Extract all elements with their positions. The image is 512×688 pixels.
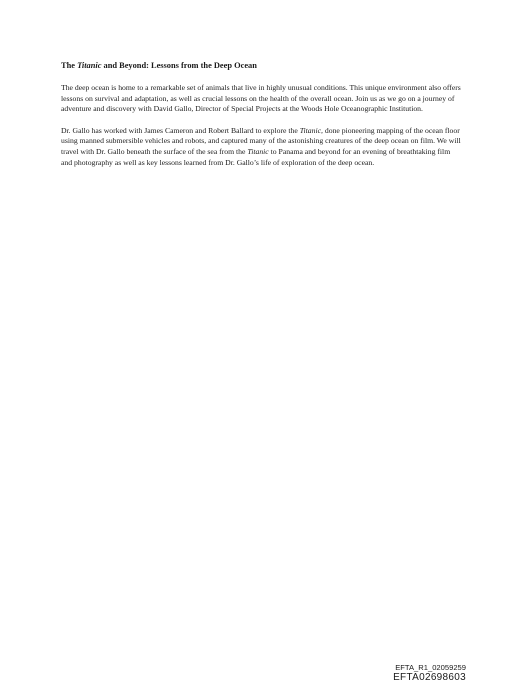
footer-code-1: EFTA_R1_02059259 xyxy=(395,663,466,672)
paragraph-2-italic-1: Titanic, xyxy=(299,125,323,135)
footer-code-2: EFTA02698603 xyxy=(393,672,466,683)
document-title xyxy=(61,60,461,71)
title-prefix: The xyxy=(61,61,78,70)
paragraph-2 xyxy=(61,126,461,168)
paragraph-2-part-1: Dr. Gallo has worked with James Cameron and Robert Ballard to explore the xyxy=(61,125,300,135)
paragraph-1-text: The deep ocean is home to a remarkable set of animals that live in highly unusual conditions. This unique environment also offers lessons on survival and adaptation, as well as crucial lessons on the health of the overall ocean. Join us as we go on a journey of adventure and discovery with David Gallo, Director of Special Projects at the Woods Hole Oceanographic Institution. xyxy=(61,83,461,114)
paragraph-2-italic-2: Titanic xyxy=(247,146,269,156)
paragraph-2-part-3: to Panama and beyond for an evening of breathtaking film and photography as well as key lessons learned from Dr. Gallo’s life of exploration of the deep ocean. xyxy=(61,146,451,167)
title-italic: Titanic xyxy=(77,61,102,70)
title-suffix: and Beyond: Lessons from the Deep Ocean xyxy=(101,61,257,70)
paragraph-1 xyxy=(61,83,461,115)
paragraph-2-part-2: done pioneering mapping of the ocean floor using manned submersible vehicles and robots, and captured many of the astonishing creatures of the deep ocean on film. We will travel with Dr. Gallo beneath the surface of the sea from the xyxy=(61,125,461,156)
document-body xyxy=(61,60,461,179)
